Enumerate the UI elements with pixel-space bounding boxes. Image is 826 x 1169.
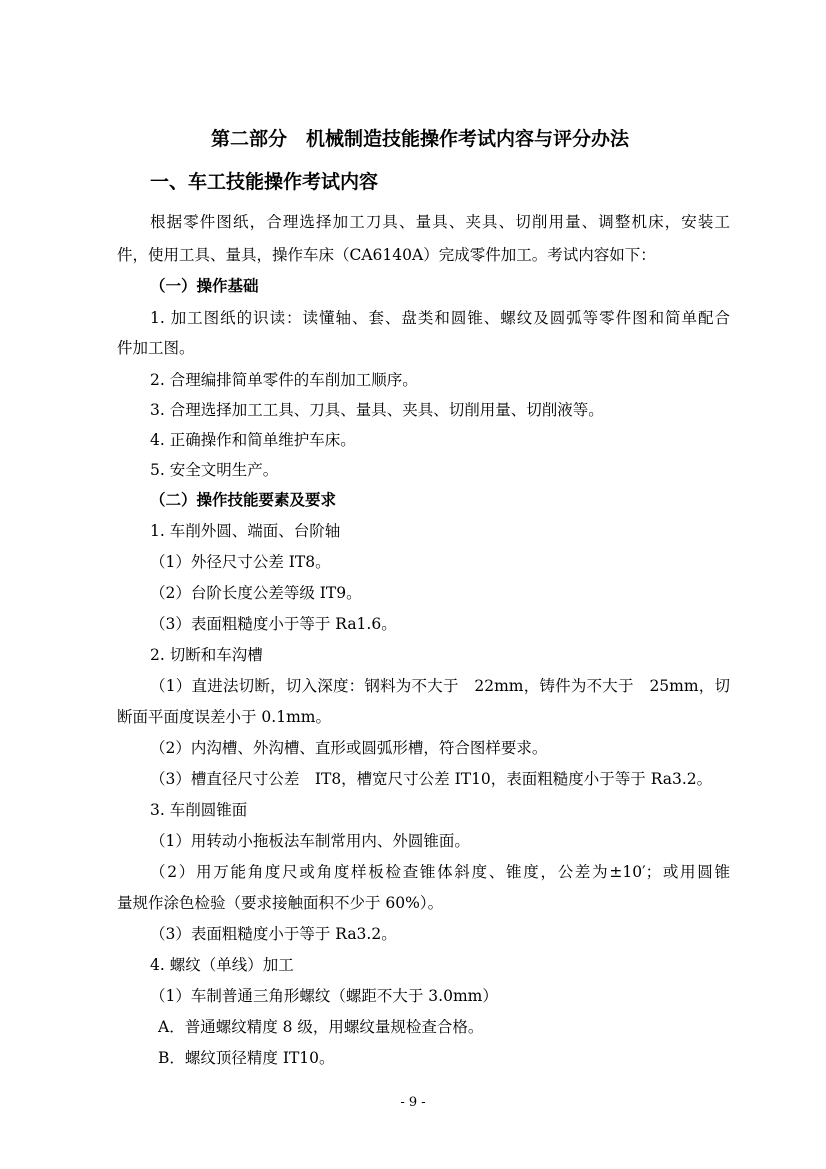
skill-line-4: （3）表面粗糙度小于等于 Ra1.6。 — [150, 615, 397, 633]
subsection-heading-skills: （二）操作技能要素及要求 — [150, 491, 337, 509]
basics-line-3: 2. 合理编排简单零件的车削加工顺序。 — [150, 371, 418, 389]
skill-line-10: 3. 车削圆锥面 — [150, 801, 248, 819]
page-number: - 9 - — [400, 1095, 426, 1110]
skill-line-15: 4. 螺纹（单线）加工 — [150, 956, 294, 974]
basics-line-5: 4. 正确操作和简单维护车床。 — [150, 431, 356, 449]
skill-line-16: （1）车制普通三角形螺纹（螺距不大于 3.0mm） — [150, 987, 498, 1005]
skill-line-12: （2）用万能角度尺或角度样板检查锥体斜度、锥度，公差为±10′；或用圆锥 — [150, 863, 730, 881]
skill-line-6: （1）直进法切断，切入深度：钢料为不大于 22mm，铸件为不大于 25mm，切 — [150, 677, 730, 695]
page-title: 第二部分 机械制造技能操作考试内容与评分办法 — [211, 128, 630, 150]
skill-line-2: （1）外径尺寸公差 IT8。 — [150, 553, 331, 571]
basics-line-2: 件加工图。 — [117, 339, 195, 357]
skill-line-3: （2）台阶长度公差等级 IT9。 — [150, 584, 362, 602]
section-heading: 一、车工技能操作考试内容 — [150, 171, 379, 193]
basics-line-6: 5. 安全文明生产。 — [150, 461, 279, 479]
skill-line-1: 1. 车削外圆、端面、台阶轴 — [150, 522, 341, 540]
skill-line-14: （3）表面粗糙度小于等于 Ra3.2。 — [150, 925, 397, 943]
intro-line-1: 根据零件图纸，合理选择加工刀具、量具、夹具、切削用量、调整机床，安装工 — [150, 213, 730, 231]
skill-line-8: （2）内沟槽、外沟槽、直形或圆弧形槽，符合图样要求。 — [150, 739, 548, 757]
skill-line-7: 断面平面度误差小于 0.1mm。 — [117, 708, 331, 726]
subsection-heading-basics: （一）操作基础 — [150, 277, 259, 295]
skill-line-13: 量规作涂色检验（要求接触面积不少于 60%）。 — [117, 894, 444, 912]
intro-line-2: 件，使用工具、量具，操作车床（CA6140A）完成零件加工。考试内容如下： — [117, 246, 656, 264]
skill-line-11: （1）用转动小拖板法车制常用内、外圆锥面。 — [150, 832, 470, 850]
skill-line-17: A．普通螺纹精度 8 级，用螺纹量规检查合格。 — [158, 1018, 484, 1036]
skill-line-18: B．螺纹顶径精度 IT10。 — [158, 1049, 335, 1067]
skill-line-5: 2. 切断和车沟槽 — [150, 646, 263, 664]
basics-line-4: 3. 合理选择加工工具、刀具、量具、夹具、切削用量、切削液等。 — [150, 401, 604, 419]
basics-line-1: 1. 加工图纸的识读：读懂轴、套、盘类和圆锥、螺纹及圆弧等零件图和简单配合 — [150, 309, 730, 327]
skill-line-9: （3）槽直径尺寸公差 IT8，槽宽尺寸公差 IT10，表面粗糙度小于等于 Ra3.2。 — [150, 770, 713, 788]
